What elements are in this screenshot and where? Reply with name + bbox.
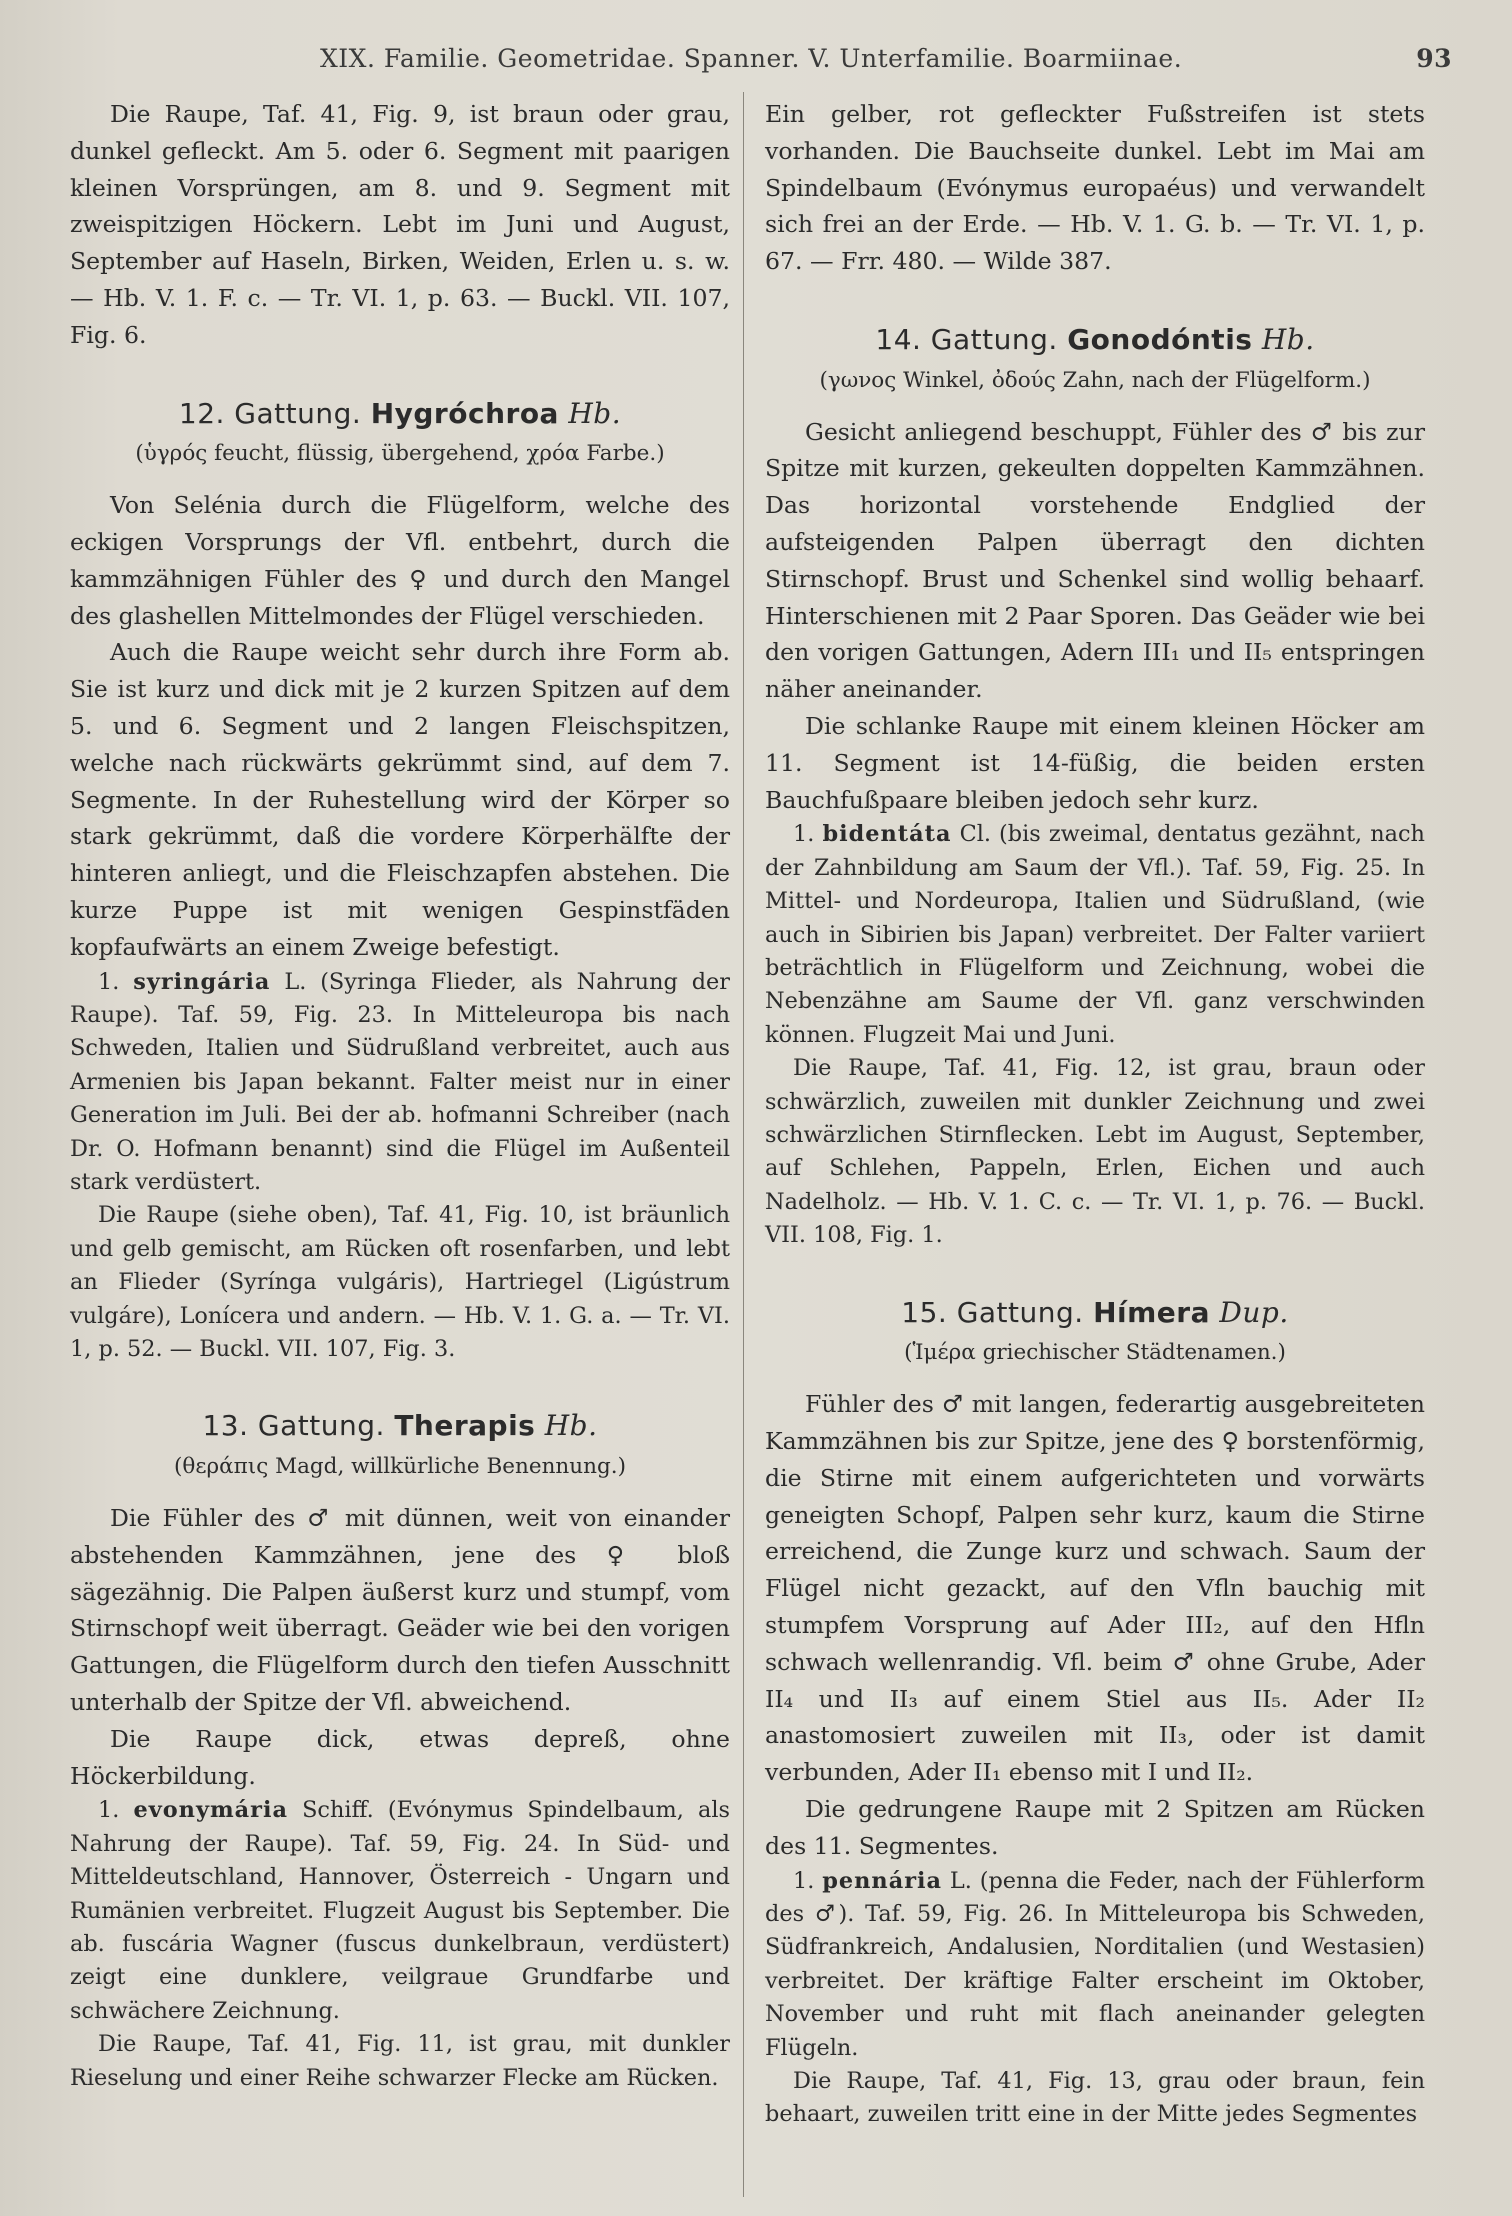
paragraph: Die gedrungene Raupe mit 2 Spitzen am Rücken des 11. Segmentes.: [765, 1794, 1425, 1860]
larva-paragraph: Die Raupe, Taf. 41, Fig. 11, ist grau, mit dunkler Rieselung und einer Reihe schwarzer Flecke am Rücken.: [70, 2031, 730, 2091]
etymology: (θεράπις Magd, willkürliche Benennung.): [174, 1454, 626, 1480]
running-header: [70, 40, 1452, 80]
etymology: (ὑγρός feucht, flüssig, übergehend, χρόα Farbe.): [135, 441, 665, 467]
left-column: [70, 96, 730, 2095]
larva-paragraph: Die Raupe, Taf. 41, Fig. 13, grau oder braun, fein behaart, zuweilen tritt eine in der Mitte jedes Segmentes: [765, 2068, 1425, 2128]
species-name: evonymária: [133, 1797, 288, 1824]
section-number: 15. Gattung.: [901, 1295, 1084, 1329]
genus-name: Therapis: [394, 1409, 536, 1443]
paragraph: Die Raupe dick, etwas depreß, ohne Höckerbildung.: [70, 1724, 730, 1790]
paragraph: Die schlanke Raupe mit einem kleinen Höcker am 11. Segment ist 14-füßig, die beiden ersten Bauchfußpaare bleiben jedoch sehr kurz.: [765, 711, 1425, 814]
species-text: Schiff. (Evónymus Spindelbaum, als Nahrung der Raupe). Taf. 59, Fig. 24. In Süd- und Mitteldeutschland, Hannover, Österreich - Ungarn und Rumänien verbreitet. Flugzeit August bis September. Die ab. fuscária Wagner (fuscus dunkelbraun, verdüstert) zeigt eine dunklere, veilgraue Grundfarbe und schwächere Zeichnung.: [70, 1797, 730, 2024]
species-number: 1.: [98, 1797, 120, 1824]
column-divider: [743, 92, 744, 2197]
paragraph: Ein gelber, rot gefleckter Fußstreifen ist stets vorhanden. Die Bauchseite dunkel. Lebt im Mai am Spindelbaum (Evónymus europaéus) und verwandelt sich frei an der Erde. — Hb. V. 1. G. b. — Tr. VI. 1, p. 67. — Frr. 480. — Wilde 387.: [765, 100, 1425, 276]
section-heading: [70, 396, 730, 433]
paragraph: Auch die Raupe weicht sehr durch ihre Form ab. Sie ist kurz und dick mit je 2 kurzen Spitzen auf dem 5. und 6. Segment und 2 langen Fleischspitzen, welche nach rückwärts gekrümmt sind, auf dem 7. Segmente. In der Ruhestellung wird der Körper so stark gekrümmt, daß die vordere Körperhälfte der hinteren anliegt, und die Fleischzapfen abstehen. Die kurze Puppe ist mit wenigen Gespinstfäden kopfaufwärts an einem Zweige befestigt.: [70, 638, 730, 961]
species-number: 1.: [793, 1867, 815, 1894]
species-text: Cl. (bis zweimal, dentatus gezähnt, nach der Zahnbildung am Saum der Vfl.). Taf. 59, Fig. 25. In Mittel- und Nordeuropa, Italien und Südrußland, (wie auch in Sibirien bis Japan) verbreitet. Der Falter variiert beträchtlich in Flügelform und Zeichnung, wobei die Nebenzähne am Saume der Vfl. ganz verschwinden können. Flugzeit Mai und Juni.: [765, 821, 1425, 1048]
paragraph: Die Raupe, Taf. 41, Fig. 9, ist braun oder grau, dunkel gefleckt. Am 5. oder 6. Segment mit paarigen kleinen Vorsprüngen, am 8. und 9. Segment mit zweispitzigen Höckern. Lebt im Juni und August, September auf Haseln, Birken, Weiden, Erlen u. s. w. — Hb. V. 1. F. c. — Tr. VI. 1, p. 63. — Buckl. VII. 107, Fig. 6.: [70, 100, 730, 349]
larva-paragraph: Die Raupe, Taf. 41, Fig. 12, ist grau, braun oder schwärzlich, zuweilen mit dunkler Zeichnung und zwei schwärzlichen Stirnflecken. Lebt im August, September, auf Schlehen, Pappeln, Erlen, Eichen und auch Nadelholz. — Hb. V. 1. C. c. — Tr. VI. 1, p. 76. — Buckl. VII. 108, Fig. 1.: [765, 1055, 1425, 1249]
larva-paragraph: Die Raupe (siehe oben), Taf. 41, Fig. 10, ist bräunlich und gelb gemischt, am Rücken oft rosenfarben, und lebt an Flieder (Syrínga vulgáris), Hartriegel (Ligústrum vulgáre), Lonícera und andern. — Hb. V. 1. G. a. — Tr. VI. 1, p. 52. — Buckl. VII. 107, Fig. 3.: [70, 1202, 730, 1362]
species-entry: [70, 1794, 730, 2028]
right-column: [765, 96, 1425, 2132]
genus-author: Hb.: [544, 1409, 598, 1443]
section-heading: [765, 1295, 1425, 1332]
etymology: (Ἱμέρα griechischer Städtenamen.): [904, 1340, 1286, 1366]
etymology: (γωνος Winkel, ὀδούς Zahn, nach der Flügelform.): [819, 367, 1371, 393]
paragraph: Gesicht anliegend beschuppt, Fühler des ♂ bis zur Spitze mit kurzen, gekeulten doppelten Kammzähnen. Das horizontal vorstehende Endglied der aufsteigenden Palpen überragt den dichten Stirnschopf. Brust und Schenkel sind wollig behaarf. Hinterschienen mit 2 Paar Sporen. Das Geäder wie bei den vorigen Gattungen, Adern III₁ und II₅ entspringen näher aneinander.: [765, 417, 1425, 704]
species-name: bidentáta: [822, 821, 952, 848]
species-name: pennária: [822, 1867, 943, 1894]
genus-author: Dup.: [1219, 1295, 1289, 1329]
paragraph: Fühler des ♂ mit langen, federartig ausgebreiteten Kammzähnen bis zur Spitze, jene des ♀ borstenförmig, die Stirne mit einem aufgerichteten und vorwärts geneigten Schopf, Palpen sehr kurz, kaum die Stirne erreichend, die Zunge kurz und schwach. Saum der Flügel nicht gezackt, auf den Vfln bauchig mit stumpfem Vorsprung auf Ader III₂, auf den Hfln schwach wellenrandig. Vfl. beim ♂ ohne Grube, Ader II₄ und II₃ auf einem Stiel aus II₅. Ader II₂ anastomosiert zuweilen mit II₃, oder ist damit verbunden, Ader II₁ ebenso mit I und II₂.: [765, 1390, 1425, 1787]
genus-name: Hygróchroa: [370, 396, 559, 430]
species-name: syringária: [133, 968, 271, 995]
species-text: L. (Syringa Flieder, als Nahrung der Raupe). Taf. 59, Fig. 23. In Mitteleuropa bis nach Schweden, Italien und Südrußland verbreitet, auch aus Armenien bis Japan bekannt. Falter meist nur in einer Generation im Juli. Bei der ab. hofmanni Schreiber (nach Dr. O. Hofmann benannt) sind die Flügel im Außenteil stark verdüstert.: [70, 968, 730, 1195]
species-number: 1.: [98, 968, 120, 995]
section-number: 13. Gattung.: [202, 1409, 385, 1443]
genus-author: Hb.: [568, 396, 622, 430]
species-entry: [765, 818, 1425, 1052]
species-entry: [70, 966, 730, 1200]
species-text: L. (penna die Feder, nach der Fühlerform des ♂). Taf. 59, Fig. 26. In Mitteleuropa bis Schweden, Südfrankreich, Andalusien, Norditalien (und Westasien) verbreitet. Der kräftige Falter erscheint im Oktober, November und ruht mit flach aneinander gelegten Flügeln.: [765, 1867, 1425, 2061]
genus-author: Hb.: [1261, 322, 1315, 356]
paragraph: Von Selénia durch die Flügelform, welche des eckigen Vorsprungs der Vfl. entbehrt, durch die kammzähnigen Fühler des ♀ und durch den Mangel des glashellen Mittelmondes der Flügel verschieden.: [70, 491, 730, 630]
page-number: 93: [1416, 44, 1452, 73]
section-heading: [70, 1408, 730, 1445]
species-entry: [765, 1865, 1425, 2065]
paragraph: Die Fühler des ♂ mit dünnen, weit von einander abstehenden Kammzähnen, jene des ♀ bloß sägezähnig. Die Palpen äußerst kurz und stumpf, vom Stirnschopf weit überragt. Geäder wie bei den vorigen Gattungen, die Flügelform durch den tiefen Ausschnitt unterhalb der Spitze der Vfl. abweichend.: [70, 1504, 730, 1716]
section-heading: [765, 322, 1425, 359]
genus-name: Gonodóntis: [1067, 322, 1253, 356]
genus-name: Hímera: [1093, 1295, 1210, 1329]
section-number: 14. Gattung.: [875, 322, 1058, 356]
header-title: XIX. Familie. Geometridae. Spanner. V. Unterfamilie. Boarmiinae.: [320, 44, 1183, 73]
species-number: 1.: [793, 821, 815, 848]
section-number: 12. Gattung.: [178, 396, 362, 430]
